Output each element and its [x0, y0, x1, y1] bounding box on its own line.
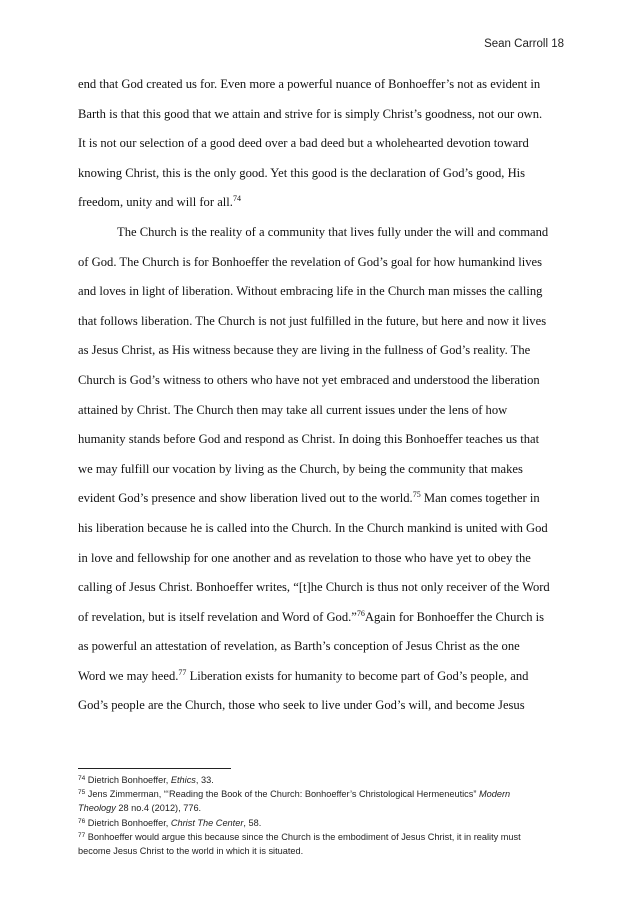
footnote-77 — [78, 830, 568, 844]
body-line — [78, 603, 566, 633]
page-header: Sean Carroll 18 — [484, 38, 564, 50]
body-text-segment: Word we may heed. — [78, 668, 179, 683]
footnote-text: Jens Zimmerman, “‘Reading the Book of the Church: Bonhoeffer’s Christological Hermeneutics” — [87, 789, 479, 800]
footnote-ref-74: 74 — [232, 194, 241, 204]
body-line: God’s people are the Church, those who seek to live under God’s will, and become Jesus — [78, 698, 525, 713]
body-text-segment: freedom, unity and will for all. — [78, 195, 233, 210]
body-line: It is not our selection of a good deed over a bad deed but a wholehearted devotion toward — [78, 136, 529, 151]
body-line: as Jesus Christ, as His witness because they are living in the fullness of God’s reality. The — [78, 343, 531, 358]
body-line: humanity stands before God and respond as Christ. In doing this Bonhoeffer teaches us that — [78, 432, 540, 447]
footnote-text: Dietrich Bonhoeffer, — [87, 775, 171, 785]
footnote-75 — [78, 787, 568, 801]
body-text-segment: Again for Bonhoeffer the Church is — [364, 609, 545, 624]
body-line: and loves in light of liberation. Without embracing life in the Church man misses the calling — [78, 284, 543, 299]
footnote-ref-75: 75 — [412, 490, 421, 500]
body-line: calling of Jesus Christ. Bonhoeffer writes, “[t]he Church is thus not only receiver of the Word — [78, 580, 550, 595]
footnote-title: Ethics — [170, 775, 196, 785]
footnote-text: Bonhoeffer would argue this because since the Church is the embodiment of Jesus Christ, it in reality must — [87, 831, 521, 842]
footnote-title: Theology — [78, 803, 116, 814]
footnote-text: Dietrich Bonhoeffer, — [87, 817, 171, 828]
body-line: end that God created us for. Even more a powerful nuance of Bonhoeffer’s not as evident in — [78, 77, 541, 91]
body-line-paragraph-start: The Church is the reality of a community that lives fully under the will and command — [117, 224, 549, 239]
body-line: of God. The Church is for Bonhoeffer the revelation of God’s goal for how humankind lives — [78, 254, 543, 269]
footnote-number: 77 — [78, 831, 86, 839]
body-line: knowing Christ, this is the only good. Yet this good is the declaration of God’s good, His — [78, 165, 526, 180]
footnote-77-continued: become Jesus Christ to the world in which it is situated. — [78, 846, 304, 857]
footnote-76 — [78, 816, 568, 830]
body-text-segment: Man comes together in — [423, 491, 540, 506]
body-line — [78, 662, 566, 692]
footnote-number: 76 — [78, 817, 86, 825]
footnote-title: Christ The Center — [170, 817, 244, 828]
body-text-segment: evident God’s presence and show liberation lived out to the world. — [78, 491, 413, 506]
body-line: that follows liberation. The Church is not just fulfilled in the future, but here and now it lives — [78, 313, 547, 328]
footnote-text: , 33. — [195, 775, 214, 785]
body-text — [78, 70, 566, 721]
body-line: Barth is that this good that we attain and strive for is simply Christ’s goodness, not our own. — [78, 106, 543, 121]
body-line: his liberation because he is called into the Church. In the Church mankind is united with God — [78, 520, 548, 535]
body-text-segment: Liberation exists for humanity to become part of God’s people, and — [189, 668, 529, 683]
footnote-title: Modern — [478, 789, 511, 800]
body-line: we may fulfill our vocation by living as the Church, by being the community that makes — [78, 461, 523, 476]
footnote-75-continued — [78, 801, 568, 815]
body-line: attained by Christ. The Church then may take all current issues under the lens of how — [78, 402, 508, 417]
body-text-segment: of revelation, but is itself revelation and Word of God.” — [78, 609, 357, 624]
footnote-number: 75 — [78, 789, 86, 797]
body-line — [78, 188, 566, 218]
footnote-number: 74 — [78, 775, 86, 782]
body-line: Church is God’s witness to others who have not yet embraced and understood the liberation — [78, 372, 540, 387]
footnote-separator — [78, 768, 231, 769]
footnote-74 — [78, 773, 568, 787]
body-line: in love and fellowship for one another and as revelation to those who have yet to obey the — [78, 550, 531, 565]
footnote-text: 28 no.4 (2012), 776. — [115, 803, 202, 814]
footnote-ref-76: 76 — [356, 608, 365, 618]
body-line: as powerful an attestation of revelation, as Barth’s conception of Jesus Christ as the one — [78, 639, 520, 654]
footnote-text: , 58. — [243, 817, 262, 828]
footnotes — [78, 773, 568, 858]
body-line — [78, 484, 566, 514]
footnote-ref-77: 77 — [178, 667, 187, 677]
